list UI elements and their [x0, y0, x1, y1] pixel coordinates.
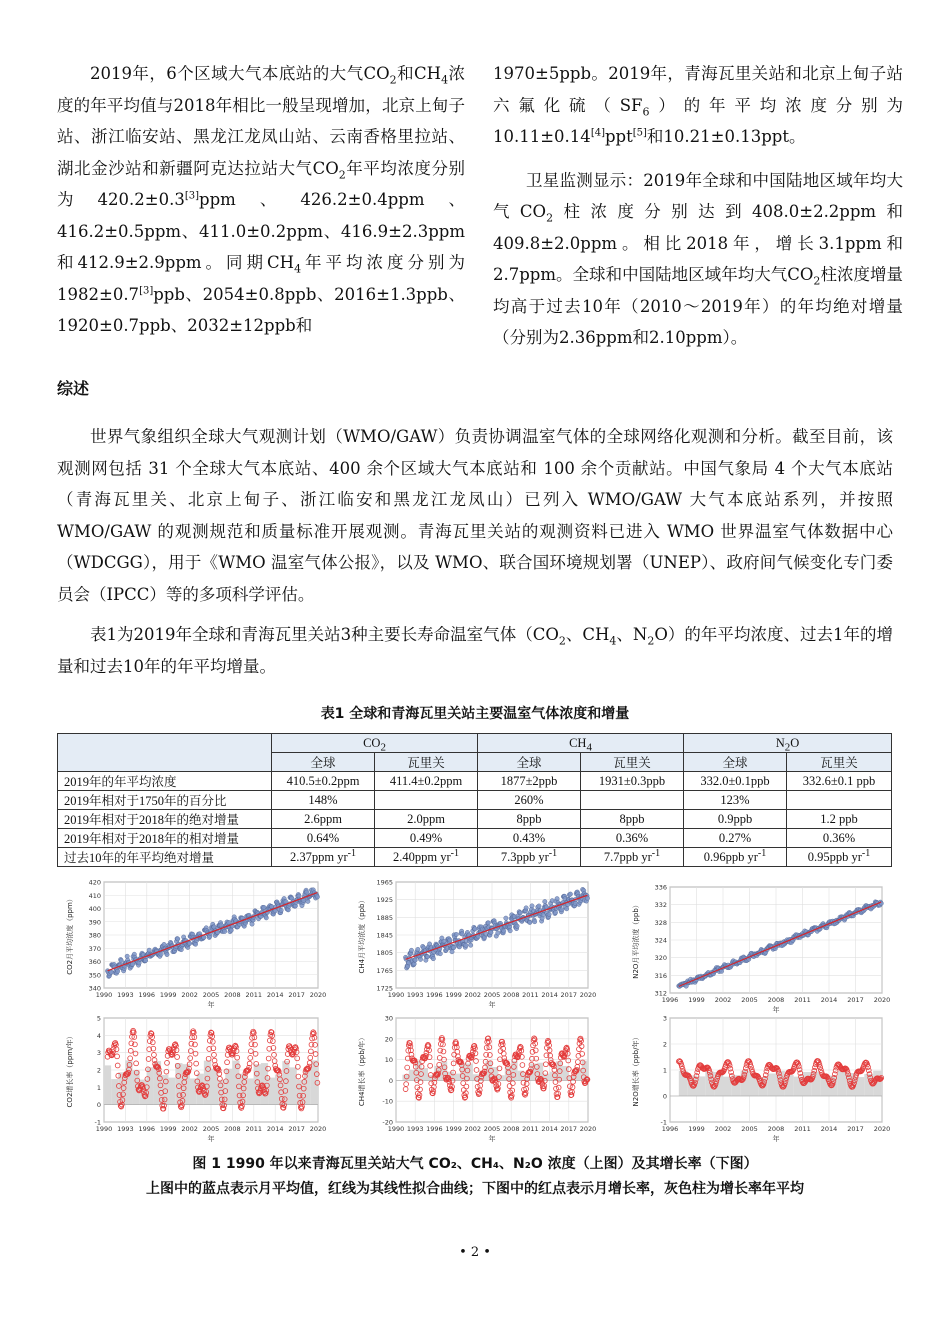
table-cell: 8ppb [478, 810, 581, 829]
y-tick-label: 10 [384, 1056, 393, 1065]
table-cell: 0.96ppb $yr^{-1}$ [684, 848, 787, 867]
y-tick-label: 30 [384, 1014, 393, 1023]
ch4-growth-rate-chart [352, 1012, 596, 1146]
x-tick-label: 1996 [426, 991, 443, 999]
y-tick-label: 2 [96, 1066, 101, 1075]
y-tick-label: 1965 [376, 878, 393, 887]
x-axis-label: 年 [772, 1006, 780, 1014]
x-tick-label: 2011 [794, 1125, 811, 1133]
annual-mean-bar [282, 1061, 289, 1105]
x-tick-label: 2014 [266, 1125, 284, 1133]
x-tick-label: 1999 [688, 1125, 705, 1133]
x-tick-label: 2014 [541, 1125, 558, 1133]
x-tick-label: 2008 [224, 1125, 241, 1133]
y-tick-label: 340 [88, 984, 101, 993]
y-tick-label: 1725 [376, 984, 393, 993]
monthly-mean-point [115, 969, 119, 973]
x-tick-label: 2017 [288, 991, 305, 999]
table-subheader: 全球 [684, 753, 787, 772]
x-tick-label: 2014 [820, 1125, 838, 1133]
x-tick-label: 2020 [579, 991, 596, 999]
monthly-mean-point [119, 958, 123, 962]
x-tick-label: 1990 [387, 1125, 405, 1133]
reference-3[interactable]: [3] [184, 190, 200, 202]
x-tick-label: 2008 [502, 1125, 520, 1133]
y-axis-label: CO2月平均浓度（ppm） [66, 895, 74, 975]
x-tick-label: 1993 [406, 1125, 424, 1133]
monthly-mean-point [279, 908, 283, 912]
x-tick-label: 1999 [445, 1125, 462, 1133]
table-cell: 410.5±0.2ppm [272, 772, 375, 791]
annual-mean-bar [104, 1065, 111, 1104]
table-cell: 7.7ppb $yr^{-1}$ [581, 848, 684, 867]
monthly-mean-point [568, 892, 572, 896]
paragraph-regional-stations: 2019年，6个区域大气本底站的大气$CO_2$和$CH_4$浓度的年平均值与2018年相比一般呈现增加，北京上甸子站、浙江临安站、黑龙江龙凤山站、云南香格里拉站、湖北金沙站和新疆阿克达拉站大气$CO_2$年平均浓度分别为420.2±0.3[3]ppm、426.2±0.4ppm、416.2±0.5ppm、411.0±0.2ppm、416.9±2.3ppm和412.9±2.9ppm。同期$CH_4$年平均浓度分别为1982±0.7[3]ppb、2054±0.8ppb、2016±1.3ppb、1920±0.7ppb、2032±12ppb和 [57, 64, 466, 335]
y-tick-label: 0 [96, 1101, 101, 1110]
y-tick-label: 400 [88, 905, 101, 913]
monthly-mean-point [564, 907, 568, 911]
monthly-mean-point [473, 927, 477, 931]
x-tick-label: 1996 [661, 1125, 679, 1133]
y-axis-label: N2O增长率（ppb/年） [632, 1033, 640, 1107]
x-tick-label: 2008 [224, 991, 241, 999]
x-tick-label: 2017 [847, 996, 864, 1004]
monthly-mean-point [130, 962, 134, 966]
table-cell: 0.36% [581, 829, 684, 848]
monthly-mean-point [464, 943, 468, 947]
y-tick-label: 380 [88, 931, 101, 940]
x-tick-label: 2011 [522, 991, 539, 999]
table-row-label: 过去10年的年平均绝对增量 [58, 848, 272, 867]
table-cell: 0.36% [787, 829, 892, 848]
monthly-mean-point [269, 904, 273, 908]
y-tick-label: 1 [662, 1066, 667, 1075]
annual-mean-bar [225, 1069, 232, 1105]
table-row [58, 772, 892, 791]
x-tick-label: 2020 [309, 991, 326, 999]
x-axis-label: 年 [488, 1135, 496, 1143]
monthly-mean-point [537, 904, 541, 908]
y-tick-label: 332 [654, 901, 667, 910]
table-row [58, 848, 892, 867]
x-tick-label: 2017 [560, 1125, 578, 1133]
y-tick-label: -10 [382, 1097, 393, 1106]
x-tick-label: 1990 [95, 991, 113, 999]
monthly-mean-point [165, 952, 169, 956]
y-tick-label: 390 [88, 918, 101, 927]
x-tick-label: 2005 [741, 1125, 758, 1133]
n2o-growth-rate-chart [626, 1012, 890, 1146]
x-tick-label: 1993 [117, 991, 134, 999]
x-axis-label: 年 [207, 1001, 215, 1009]
annual-mean-bar [311, 1060, 318, 1104]
page-number: • 2 • [459, 1245, 491, 1260]
x-tick-label: 2020 [873, 996, 890, 1004]
annual-mean-bar [422, 1068, 428, 1080]
x-tick-label: 2014 [541, 991, 558, 999]
monthly-mean-point [879, 901, 883, 905]
monthly-mean-point [229, 928, 233, 932]
monthly-mean-point [502, 929, 506, 933]
annual-mean-bar [111, 1079, 118, 1105]
annual-mean-bar [289, 1067, 296, 1104]
table-cell: 7.3ppb $yr^{-1}$ [478, 848, 581, 867]
x-tick-label: 2020 [309, 1125, 326, 1133]
x-tick-label: 2002 [464, 991, 482, 999]
monthly-mean-point [547, 912, 551, 916]
x-tick-label: 2017 [847, 1125, 864, 1133]
monthly-mean-point [486, 921, 490, 925]
monthly-mean-point [431, 956, 435, 960]
x-axis-label: 年 [207, 1135, 215, 1143]
monthly-mean-point [515, 924, 519, 928]
x-tick-label: 2017 [560, 991, 578, 999]
x-tick-label: 2005 [741, 996, 758, 1004]
table-header-co2: $CO_2$ [272, 734, 478, 753]
table-cell: 0.43% [478, 829, 581, 848]
x-tick-label: 2020 [873, 1125, 890, 1133]
x-tick-label: 2011 [245, 991, 263, 999]
monthly-mean-point [176, 937, 180, 941]
annual-mean-bar [767, 1073, 776, 1096]
monthly-mean-point [147, 948, 151, 952]
x-tick-label: 2008 [767, 1125, 785, 1133]
y-axis-label: CH4月平均浓度（ppb） [358, 896, 366, 974]
monthly-mean-point [560, 908, 564, 912]
monthly-mean-point [187, 941, 191, 945]
table-cell: 2.0ppm [375, 810, 478, 829]
y-tick-label: 420 [88, 878, 101, 887]
x-tick-label: 1999 [159, 1125, 177, 1133]
y-tick-label: 328 [654, 918, 667, 927]
monthly-mean-point [162, 942, 166, 946]
monthly-mean-point [262, 905, 266, 909]
y-tick-label: 0 [388, 1076, 393, 1085]
monthly-mean-point [454, 932, 458, 936]
paragraph-satellite: 卫星监测显示：2019年全球和中国陆地区域年均大气$CO_2$柱浓度分别达到408.0±2.2ppm和409.8±2.0ppm。相比2018年，增长3.1ppm和2.7ppm。全球和中国陆地区域年均大气$CO_2$柱浓度增量均高于过去10年（2010～2019年）的年均绝对增量（分别为2.36ppm和2.10ppm）。 [493, 170, 904, 347]
x-tick-label: 2005 [202, 1125, 220, 1133]
x-tick-label: 2020 [579, 1125, 596, 1133]
x-tick-label: 2002 [464, 1125, 482, 1133]
monthly-mean-point [250, 922, 254, 926]
y-tick-label: -20 [382, 1118, 393, 1127]
x-tick-label: 2011 [245, 1125, 263, 1133]
y-tick-label: 360 [88, 958, 101, 966]
table-row [58, 810, 892, 829]
table-cell: 0.27% [684, 829, 787, 848]
y-tick-label: 1 [96, 1083, 101, 1092]
monthly-mean-point [585, 896, 589, 900]
table-cell: 2.6ppm [272, 810, 375, 829]
monthly-mean-point [109, 970, 113, 974]
y-tick-label: 3 [662, 1014, 667, 1023]
figure-caption: 图 1 1990 年以来青海瓦里关站大气 CO₂、CH₄、N₂O 浓度（上图）及其增长率（下图） [192, 1156, 758, 1172]
x-tick-label: 2011 [522, 1125, 539, 1133]
monthly-mean-point [553, 910, 557, 914]
x-tick-label: 2017 [288, 1125, 305, 1133]
co2-concentration-chart [60, 876, 326, 1012]
x-tick-label: 1996 [138, 1125, 156, 1133]
monthly-mean-point [504, 916, 508, 920]
x-tick-label: 2008 [767, 996, 785, 1004]
x-tick-label: 1996 [426, 1125, 443, 1133]
table-subheader: 全球 [478, 753, 581, 772]
x-tick-label: 2011 [794, 996, 811, 1004]
monthly-mean-point [543, 899, 547, 903]
x-tick-label: 2002 [181, 1125, 198, 1133]
monthly-mean-point [468, 943, 472, 947]
annual-mean-bar [838, 1071, 847, 1096]
x-tick-label: 1996 [661, 996, 679, 1004]
x-tick-label: 2014 [820, 996, 838, 1004]
y-tick-label: -1 [94, 1118, 101, 1127]
monthly-mean-point [496, 931, 500, 935]
x-axis-label: 年 [488, 1001, 496, 1009]
table-row-label: 2019年相对于2018年的相对增量 [58, 829, 272, 848]
n2o-concentration-chart [626, 881, 890, 1017]
y-tick-label: 324 [654, 936, 667, 945]
x-tick-label: 1993 [406, 991, 424, 999]
x-tick-label: 2005 [483, 1125, 501, 1133]
table-subheader: 全球 [272, 753, 375, 772]
table-cell: 332.0±0.1ppb [684, 772, 787, 791]
table-row-label: 2019年的年平均浓度 [58, 772, 272, 791]
table-header-ch4: $CH_4$ [478, 734, 684, 753]
monthly-mean-point [524, 906, 528, 910]
reference-5[interactable]: [5] [632, 127, 647, 139]
y-tick-label: 5 [96, 1014, 101, 1023]
table-cell: 0.9ppb [684, 810, 787, 829]
table-cell: 0.49% [375, 829, 478, 848]
table-cell: 2.37ppm $yr^{-1}$ [272, 848, 375, 867]
x-tick-label: 2002 [181, 991, 198, 999]
table-cell: 0.64% [272, 829, 375, 848]
table-cell [581, 791, 684, 810]
monthly-mean-point [125, 954, 129, 958]
table-cell: 148% [272, 791, 375, 810]
reference-4[interactable]: [4] [590, 127, 605, 139]
monthly-mean-point [425, 955, 429, 959]
monthly-mean-point [315, 895, 319, 899]
table-caption: 表1 全球和青海瓦里关站主要温室气体浓度和增量 [320, 706, 630, 722]
y-tick-label: 4 [96, 1031, 101, 1040]
x-tick-label: 1999 [445, 991, 462, 999]
monthly-mean-point [222, 929, 226, 933]
table-cell: 2.40ppm $yr^{-1}$ [375, 848, 478, 867]
monthly-mean-point [555, 896, 559, 900]
table-cell: 260% [478, 791, 581, 810]
greenhouse-gas-table [57, 733, 892, 867]
x-tick-label: 1990 [95, 1125, 113, 1133]
annual-mean-bar [247, 1078, 254, 1104]
y-axis-label: CO2增长率（ppm/年） [66, 1032, 74, 1108]
table-header-n2o: $N_2O$ [684, 734, 892, 753]
monthly-mean-point [438, 951, 442, 955]
table-cell: 0.95ppb $yr^{-1}$ [787, 848, 892, 867]
monthly-mean-point [143, 958, 147, 962]
x-tick-label: 2005 [202, 991, 220, 999]
table-cell: 1931±0.3ppb [581, 772, 684, 791]
monthly-mean-point [159, 952, 163, 956]
table-row-label: 2019年相对于1750年的百分比 [58, 791, 272, 810]
x-tick-label: 1999 [688, 996, 705, 1004]
y-tick-label: 320 [654, 954, 667, 963]
y-tick-label: 336 [654, 883, 667, 892]
monthly-mean-point [530, 904, 534, 908]
table-subheader: 瓦里关 [787, 753, 892, 772]
annual-mean-bar [268, 1078, 275, 1105]
y-tick-label: 1765 [376, 966, 393, 975]
monthly-mean-point [409, 948, 413, 952]
table-cell: 8ppb [581, 810, 684, 829]
paragraph-wmo-gaw: 世界气象组织全球大气观测计划（WMO/GAW）负责协调温室气体的全球网络化观测和分析。截至目前，该观测网包括 31 个全球大气本底站、400 余个区域大气本底站和 100 余个贡献站。中国气象局 4 个大气本底站（青海瓦里关、北京上甸子、浙江临安和黑龙江龙凤山）已列入 WMO/GAW 大气本底站系列，并按照 WMO/GAW 的观测规范和质量标准开展观测。青海瓦里关站的观测资料已进入 WMO 世界温室气体数据中心（WDCGG），用于《WMO 温室气体公报》，以及 WMO、联合国环境规划署（UNEP）、政府间气候变化专门委员会（IPCC）等的多项科学评估。 [57, 427, 893, 604]
x-axis-label: 年 [772, 1135, 780, 1143]
y-tick-label: 1805 [376, 949, 393, 958]
table-row [58, 829, 892, 848]
table-subheader: 瓦里关 [375, 753, 478, 772]
y-axis-label: CH4增长率（ppb/年） [358, 1033, 366, 1107]
monthly-mean-point [297, 894, 301, 898]
y-tick-label: 0 [662, 1092, 667, 1101]
table-row-label: 2019年相对于2018年的绝对增量 [58, 810, 272, 829]
monthly-mean-point [264, 916, 268, 920]
monthly-mean-point [448, 938, 452, 942]
x-tick-label: 2014 [266, 991, 284, 999]
y-tick-label: 350 [88, 971, 101, 980]
annual-mean-bar [147, 1067, 154, 1104]
monthly-mean-point [451, 945, 455, 949]
x-tick-label: 2008 [502, 991, 520, 999]
monthly-mean-point [532, 919, 536, 923]
x-tick-label: 2002 [714, 996, 732, 1004]
y-tick-label: 1925 [376, 896, 393, 905]
table-cell: 411.4±0.2ppm [375, 772, 478, 791]
y-tick-label: 410 [88, 891, 101, 900]
right-column-text [493, 58, 903, 354]
overview-text [57, 421, 893, 682]
y-tick-label: 20 [384, 1035, 393, 1044]
monthly-mean-point [193, 942, 197, 946]
table-corner [58, 734, 272, 772]
y-tick-label: 2 [662, 1040, 667, 1049]
x-tick-label: 1993 [117, 1125, 134, 1133]
x-tick-label: 1990 [387, 991, 405, 999]
monthly-mean-point [306, 899, 310, 903]
x-tick-label: 2005 [483, 991, 501, 999]
co2-growth-rate-chart [60, 1012, 326, 1146]
table-cell [787, 791, 892, 810]
y-tick-label: 370 [88, 944, 101, 953]
x-tick-label: 1999 [159, 991, 177, 999]
monthly-mean-point [528, 920, 532, 924]
y-tick-label: 316 [654, 971, 667, 980]
annual-mean-bar [402, 1075, 408, 1081]
table-subheader: 瓦里关 [581, 753, 684, 772]
monthly-mean-point [305, 890, 309, 894]
paragraph-table-intro: 表1为2019年全球和青海瓦里关站3种主要长寿命温室气体（$CO_2$、$CH_4$、$N_2O$）的年平均浓度、过去1年的增量和过去10年的年平均增量。 [57, 625, 894, 676]
monthly-mean-point [518, 911, 522, 915]
y-tick-label: 1885 [376, 913, 393, 922]
section-heading: 综述 [57, 379, 90, 398]
figure-caption-note: 上图中的蓝点表示月平均值，红线为其线性拟合曲线；下图中的红点表示月增长率，灰色柱为增长率年平均 [146, 1181, 804, 1197]
table-row [58, 791, 892, 810]
monthly-mean-point [450, 950, 454, 954]
paragraph-sf6: 1970±5ppb。2019年，青海瓦里关站和北京上甸子站六氟化硫$(SF_6)$的年平均浓度分别为10.11±0.14[4]ppt[5]和10.21±0.13ppt。 [493, 64, 903, 146]
table-cell: 1877±2ppb [478, 772, 581, 791]
table-gas-header-row [58, 734, 892, 753]
y-tick-label: -1 [660, 1118, 667, 1127]
left-column-text [57, 58, 465, 342]
ch4-concentration-chart [352, 876, 596, 1012]
y-tick-label: 3 [96, 1049, 101, 1058]
y-tick-label: 1845 [376, 931, 393, 940]
monthly-mean-point [416, 947, 420, 951]
y-axis-label: N2O月平均浓度（ppb） [632, 901, 640, 979]
y-tick-label: 312 [654, 989, 667, 998]
monthly-mean-point [413, 958, 417, 962]
table-cell: 123% [684, 791, 787, 810]
table-cell [375, 791, 478, 810]
table-cell: 1.2 ppb [787, 810, 892, 829]
annual-mean-bar [562, 1066, 568, 1080]
annual-mean-bar [168, 1078, 175, 1105]
x-tick-label: 1996 [138, 991, 156, 999]
annual-mean-bar [190, 1078, 197, 1104]
x-tick-label: 2002 [714, 1125, 732, 1133]
reference-3[interactable]: [3] [139, 285, 154, 296]
monthly-mean-point [508, 929, 512, 933]
annual-mean-bar [511, 1061, 517, 1081]
table-cell: 332.6±0.1 ppb [787, 772, 892, 791]
monthly-mean-point [418, 957, 422, 961]
